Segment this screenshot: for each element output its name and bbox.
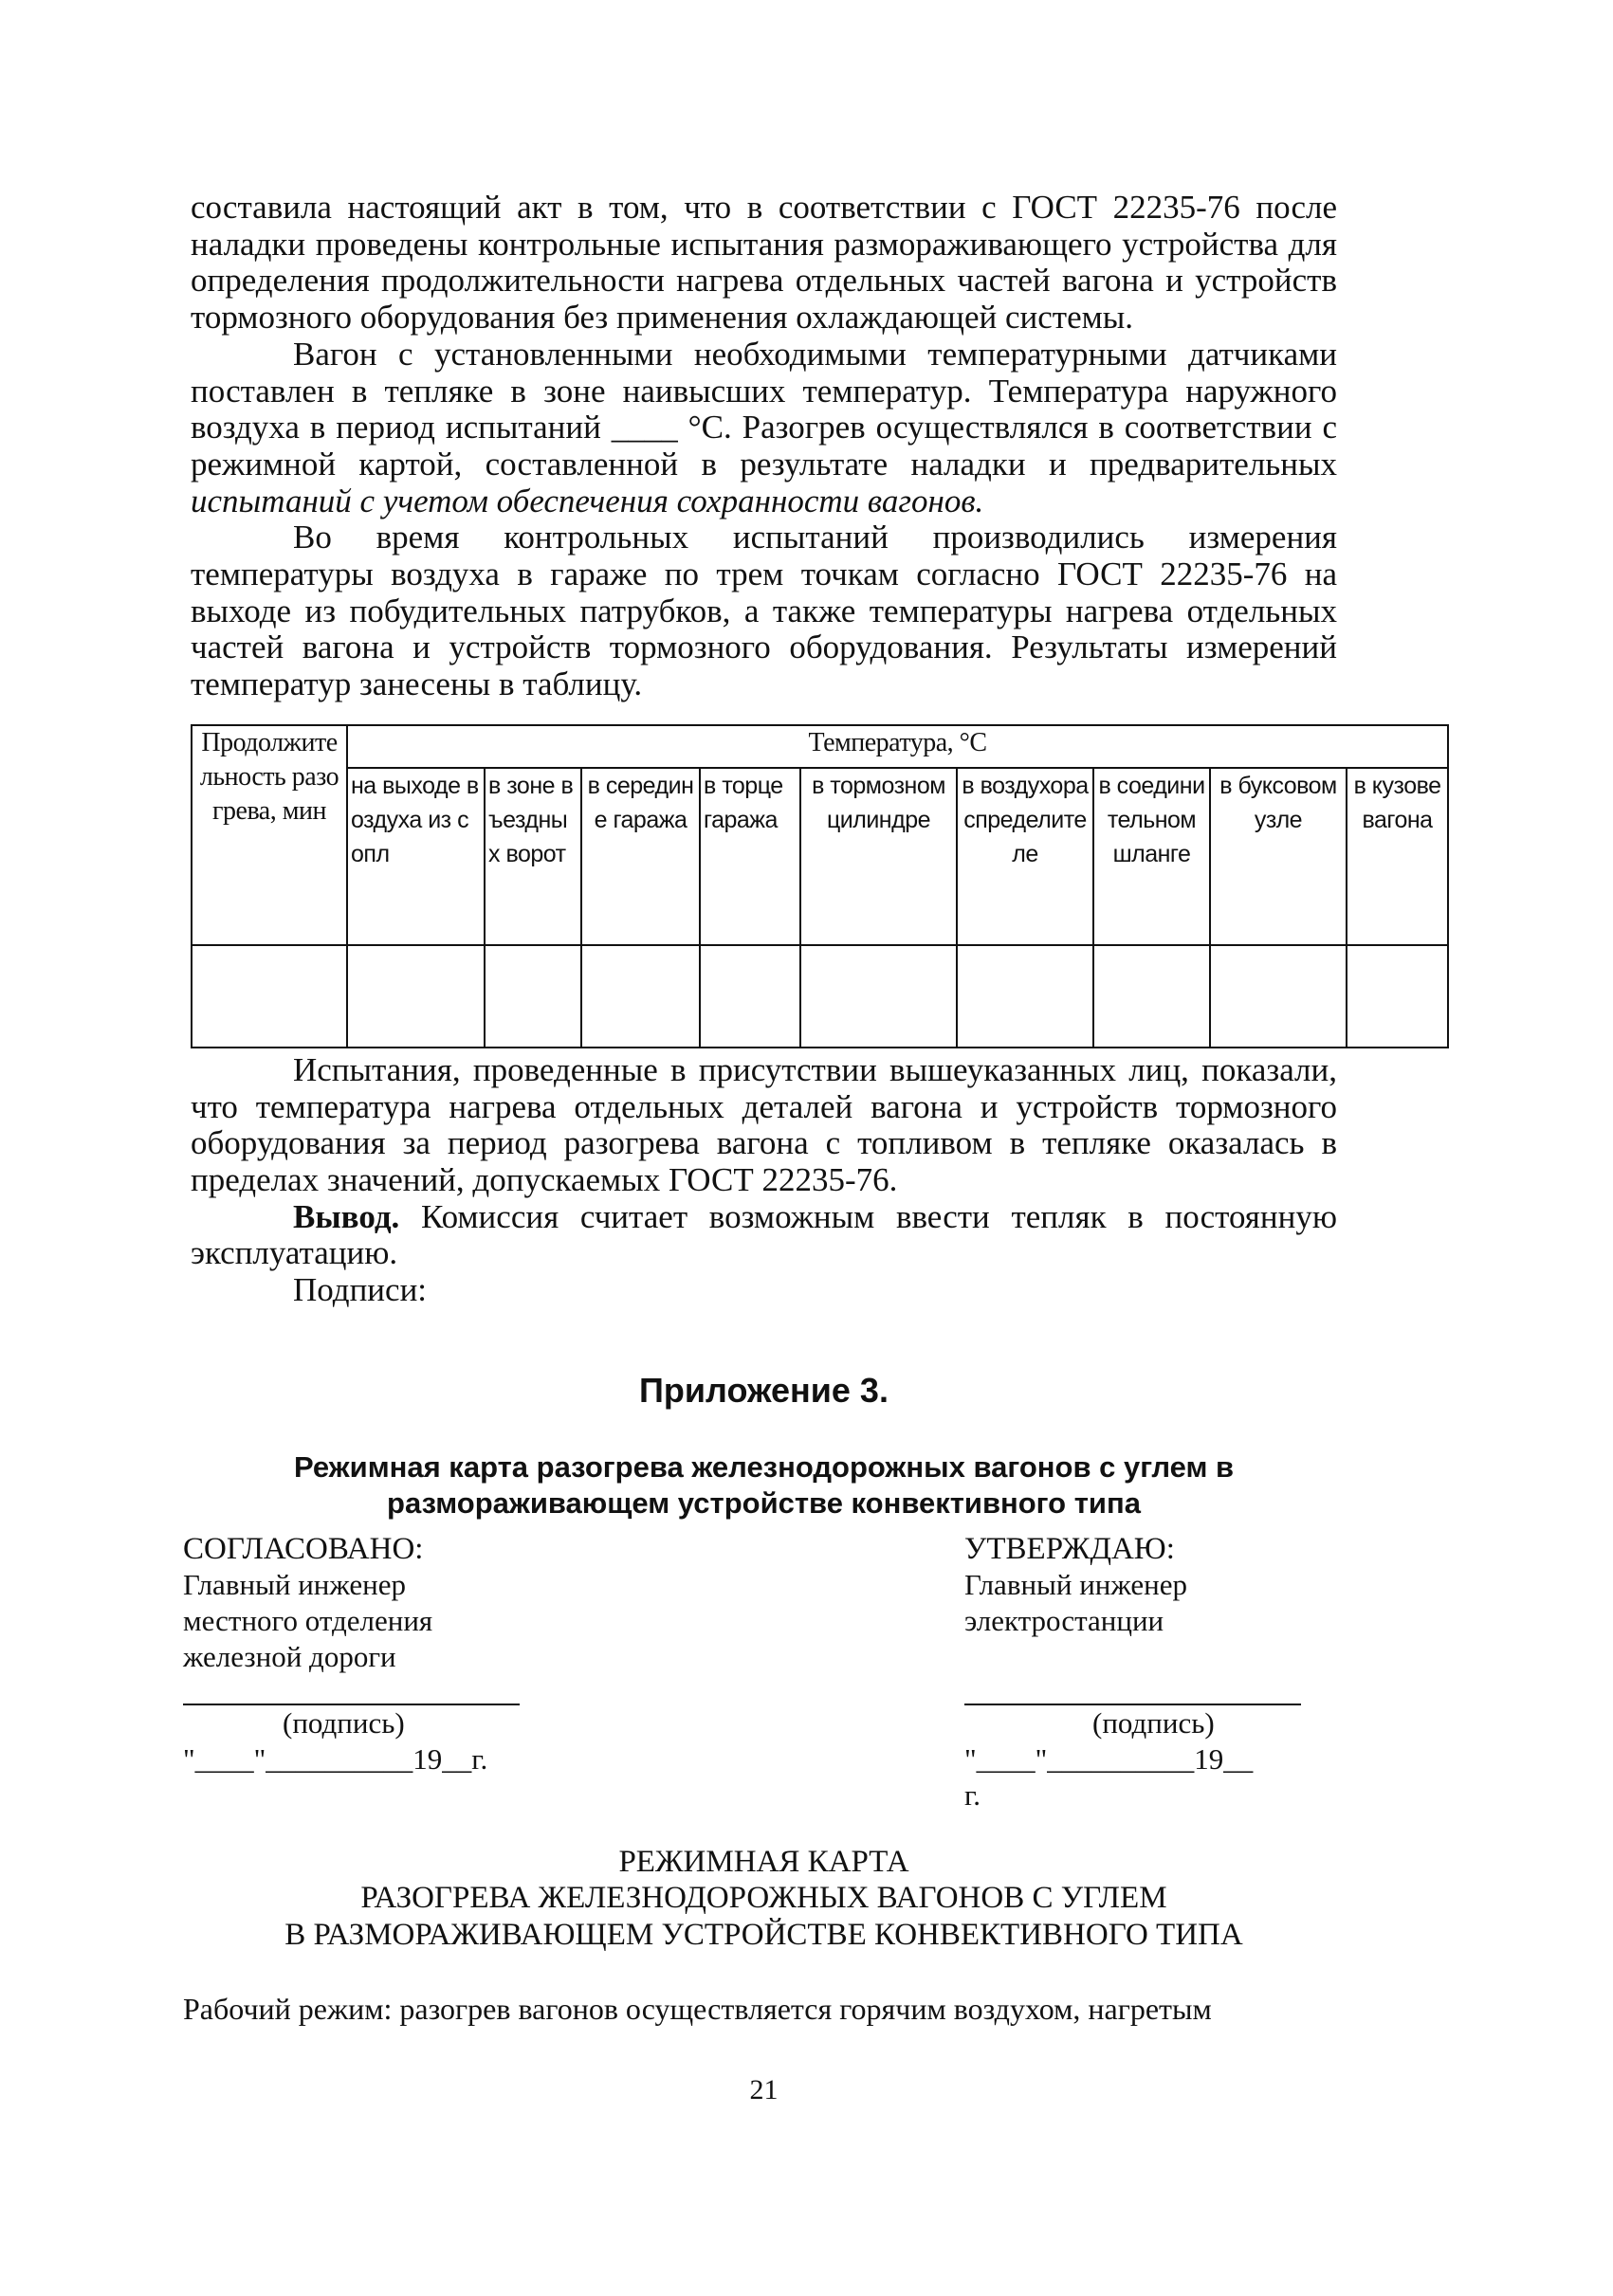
table-cell[interactable] (800, 945, 957, 1048)
left-date: "____"__________19__г. (183, 1741, 488, 1776)
table-row (192, 945, 1448, 1048)
table-cell[interactable] (1210, 945, 1347, 1048)
column-header: в кузове вагона (1347, 768, 1448, 945)
column-header: в торце гаража (700, 768, 800, 945)
work-mode-text: Рабочий режим: разогрев вагонов осуществляется горячим воздухом, нагретым (183, 1992, 1212, 2027)
approval-left (183, 1531, 520, 1777)
right-signature-caption: (подпись) (1092, 1705, 1215, 1740)
temperature-table (191, 724, 1449, 1048)
table-cell[interactable] (1093, 945, 1210, 1048)
left-line-3: железной дороги (183, 1639, 396, 1673)
table-cell[interactable] (581, 945, 700, 1048)
appendix-subtitle-line-2: размораживающем устройстве конвективного типа (387, 1485, 1141, 1520)
paragraph-1: составила настоящий акт в том, что в соответствии с ГОСТ 22235-76 после наладки проведены контрольные испытания размораживающего устройства для определения продолжительности нагрева отдельных частей вагона и устройств тормозного оборудования без применения охлаждающей системы. (191, 189, 1337, 337)
column-header: в зоне въездных ворот (485, 768, 581, 945)
appendix-title: Приложение 3. (639, 1370, 889, 1410)
paragraph-3: Во время контрольных испытаний производились измерения температуры воздуха в гараже по трем точкам согласно ГОСТ 22235-76 на выходе из побудительных патрубков, а также температуры нагрева отдельных частей вагона и устройств тормозного оборудования. Результаты измерений температур занесены в таблицу. (191, 519, 1337, 703)
map-title-line-3: В РАЗМОРАЖИВАЮЩЕМ УСТРОЙСТВЕ КОНВЕКТИВНОГО ТИПА (284, 1917, 1243, 1952)
page-number: 21 (749, 2073, 779, 2105)
right-year-suffix: г. (964, 1777, 981, 1812)
body-text (191, 190, 1337, 703)
conclusion-label: Вывод. (293, 1197, 400, 1235)
signatures-label: Подписи: (293, 1271, 428, 1309)
page (183, 0, 1447, 2145)
appendix-subtitle-line-1: Режимная карта разогрева железнодорожных вагонов с углем в (293, 1449, 1235, 1484)
left-line-1: Главный инженер (183, 1567, 407, 1601)
column-header: в соединительном шланге (1093, 768, 1210, 945)
column-header: в воздухораспределителе (957, 768, 1093, 945)
paragraph-2-text: Вагон с установленными необходимыми температурными датчиками поставлен в тепляке в зоне наивысших температур. Температура наружного воздуха в период испытаний ____ °С. Разогрев осуществлялся в соответствии с режимной картой, составленной в результате наладки и предварительных (191, 335, 1337, 483)
column-header: в тормозном цилиндре (800, 768, 957, 945)
approval-block (183, 1531, 1368, 1825)
paragraph-4: Испытания, проведенные в присутствии вышеуказанных лиц, показали, что температура нагрева отдельных деталей вагона и устройств тормозного оборудования за период разогрева вагона с топливом в тепляке оказалась в пределах значений, допускаемых ГОСТ 22235-76. (191, 1050, 1337, 1198)
left-signature-line[interactable] (183, 1675, 520, 1705)
column-header: в середине гаража (581, 768, 700, 945)
agreed-heading: СОГЛАСОВАНО: (183, 1531, 424, 1566)
paragraph-5 (191, 1199, 1337, 1272)
table-cell[interactable] (485, 945, 581, 1048)
table-cell[interactable] (347, 945, 485, 1048)
table-cell[interactable] (1347, 945, 1448, 1048)
table-cell[interactable] (957, 945, 1093, 1048)
table-cell[interactable] (192, 945, 347, 1048)
right-signature-line[interactable] (964, 1675, 1301, 1705)
appendix-subtitle (191, 1449, 1337, 1522)
right-line-2: электростанции (964, 1603, 1164, 1637)
left-line-2: местного отделения (183, 1603, 433, 1637)
body-text-2 (191, 1052, 1337, 1309)
approval-right (964, 1531, 1301, 1813)
column-header: в буксовом узле (1210, 768, 1347, 945)
column-header: на выходе воздуха из сопл (347, 768, 485, 945)
map-title-line-2: РАЗОГРЕВА ЖЕЛЕЗНОДОРОЖНЫХ ВАГОНОВ С УГЛЕМ (360, 1881, 1167, 1916)
right-date: "____"__________19__ (964, 1741, 1254, 1776)
approve-heading: УТВЕРЖДАЮ: (964, 1531, 1175, 1566)
left-signature-caption: (подпись) (283, 1705, 405, 1740)
table-cell[interactable] (700, 945, 800, 1048)
temperature-header: Температура, °С (347, 725, 1448, 768)
map-title (191, 1844, 1337, 1954)
map-title-line-1: РЕЖИМНАЯ КАРТА (618, 1844, 909, 1879)
right-line-1: Главный инженер (964, 1567, 1188, 1601)
paragraph-2-italic: испытаний с учетом обеспечения сохранности вагонов. (191, 482, 984, 519)
paragraph-2 (191, 337, 1337, 520)
duration-header: Продолжительность разогрева, мин (192, 725, 347, 945)
conclusion-text: Комиссия считает возможным ввести тепляк в постоянную эксплуатацию. (191, 1197, 1337, 1272)
